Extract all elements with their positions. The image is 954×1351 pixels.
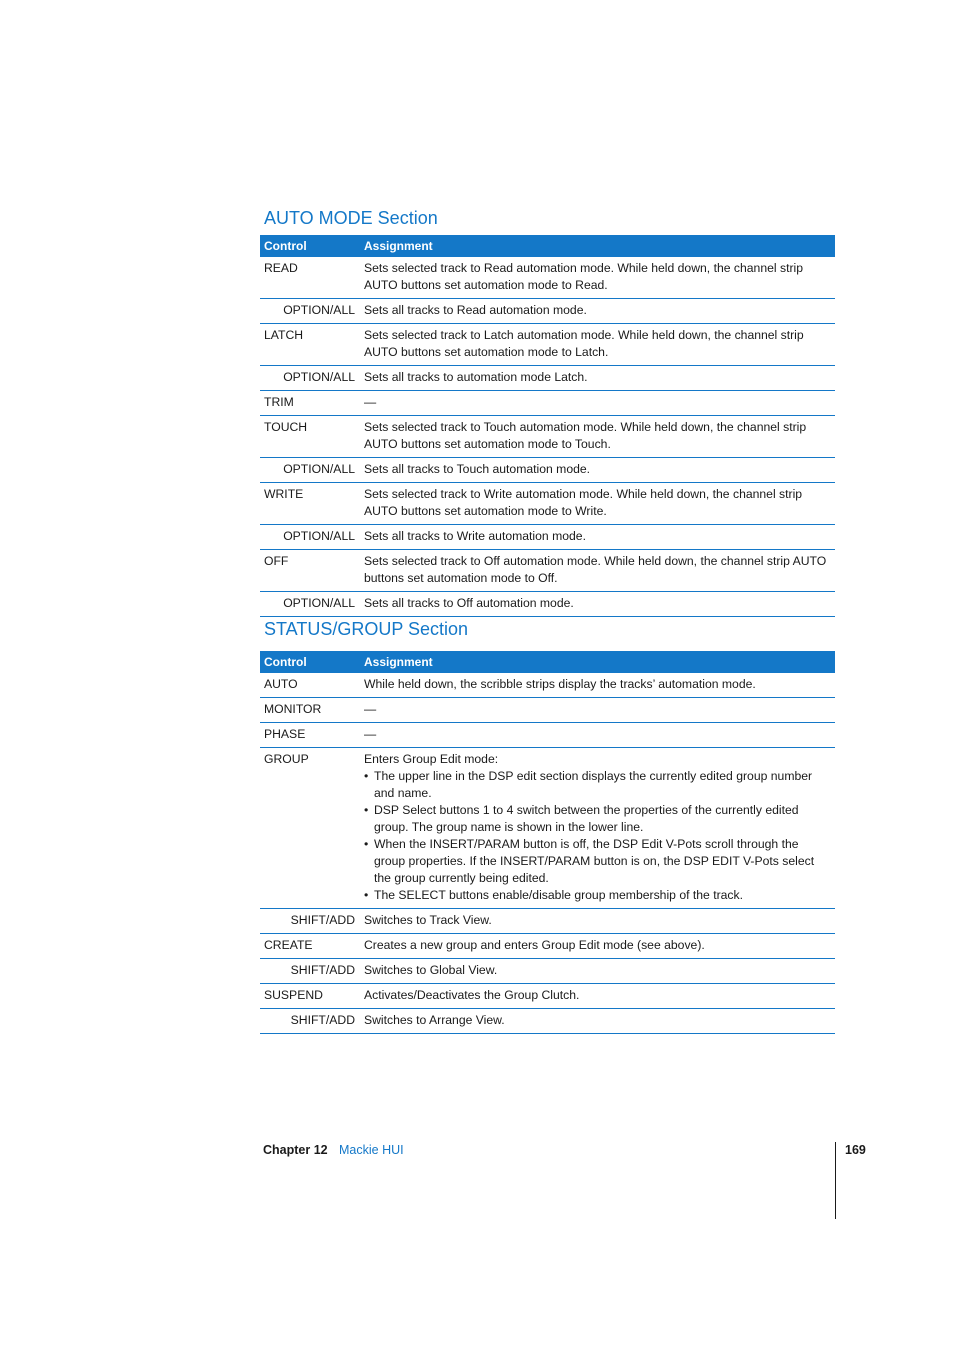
table-row	[260, 698, 835, 723]
assignment-cell	[360, 391, 835, 416]
table-row	[260, 959, 835, 984]
control-cell: READ	[260, 257, 360, 299]
control-cell: SHIFT/ADD	[260, 1009, 360, 1034]
control-cell: CREATE	[260, 934, 360, 959]
assignment-cell	[360, 934, 835, 959]
table-row	[260, 525, 835, 550]
table-row	[260, 299, 835, 324]
assignment-text: Sets selected track to Off automation mode. While held down, the channel strip AUTO buttons set automation mode to Off.	[364, 554, 827, 585]
assignment-cell	[360, 550, 835, 592]
assignment-text: Sets selected track to Write automation mode. While held down, the channel strip AUTO buttons set automation mode to Write.	[364, 487, 803, 518]
control-cell: OPTION/ALL	[260, 299, 360, 324]
assignment-cell	[360, 416, 835, 458]
assignment-text: Enters Group Edit mode:	[364, 752, 499, 766]
table-header-row	[260, 651, 835, 673]
assignment-cell	[360, 483, 835, 525]
control-cell: WRITE	[260, 483, 360, 525]
control-cell: OPTION/ALL	[260, 592, 360, 617]
control-cell: TOUCH	[260, 416, 360, 458]
assignment-text: Switches to Arrange View.	[364, 1013, 505, 1027]
control-cell: SHIFT/ADD	[260, 909, 360, 934]
bullet-item: • DSP Select buttons 1 to 4 switch between the properties of the currently edited group. The group name is shown in the lower line.	[364, 802, 831, 836]
control-cell: AUTO	[260, 673, 360, 698]
status-group-section-title: STATUS/GROUP Section	[264, 619, 469, 639]
assignment-cell	[360, 458, 835, 483]
assignment-text: Sets all tracks to Off automation mode.	[364, 596, 574, 610]
column-header-control: Control	[260, 651, 360, 673]
assignment-cell	[360, 525, 835, 550]
page-number: 169	[845, 1143, 866, 1157]
table-row	[260, 324, 835, 366]
assignment-cell	[360, 959, 835, 984]
bullet-item: • The upper line in the DSP edit section displays the currently edited group number and name.	[364, 768, 831, 802]
table-row	[260, 416, 835, 458]
table-header-row	[260, 235, 835, 257]
assignment-text: —	[364, 395, 377, 409]
assignment-text: Sets all tracks to Read automation mode.	[364, 303, 587, 317]
control-cell: OPTION/ALL	[260, 458, 360, 483]
status-group-table	[260, 651, 835, 1034]
control-cell: MONITOR	[260, 698, 360, 723]
table-row	[260, 984, 835, 1009]
table-row	[260, 391, 835, 416]
status-group-table-body	[260, 673, 835, 1034]
assignment-text: Switches to Global View.	[364, 963, 498, 977]
table-row	[260, 673, 835, 698]
assignment-text: Sets all tracks to Touch automation mode.	[364, 462, 591, 476]
table-row	[260, 550, 835, 592]
table-row	[260, 592, 835, 617]
assignment-text: While held down, the scribble strips display the tracks’ automation mode.	[364, 677, 756, 691]
assignment-cell	[360, 592, 835, 617]
assignment-text: Creates a new group and enters Group Edit mode (see above).	[364, 938, 705, 952]
assignment-text: Switches to Track View.	[364, 913, 492, 927]
column-header-assignment: Assignment	[360, 651, 835, 673]
footer-divider	[835, 1142, 836, 1219]
assignment-text: Activates/Deactivates the Group Clutch.	[364, 988, 580, 1002]
assignment-text: Sets all tracks to automation mode Latch.	[364, 370, 588, 384]
assignment-cell	[360, 723, 835, 748]
control-cell: LATCH	[260, 324, 360, 366]
table-row	[260, 483, 835, 525]
control-cell: OFF	[260, 550, 360, 592]
assignment-cell	[360, 257, 835, 299]
table-row	[260, 934, 835, 959]
auto-mode-table	[260, 235, 835, 617]
assignment-cell	[360, 366, 835, 391]
table-row	[260, 723, 835, 748]
assignment-cell	[360, 909, 835, 934]
auto-mode-table-body	[260, 257, 835, 617]
table-row	[260, 366, 835, 391]
bullet-item: • When the INSERT/PARAM button is off, the DSP Edit V-Pots scroll through the group properties. If the INSERT/PARAM button is on, the DSP EDIT V-Pots select the group currently being edited.	[364, 836, 831, 887]
assignment-cell	[360, 324, 835, 366]
table-row	[260, 458, 835, 483]
column-header-control: Control	[260, 235, 360, 257]
assignment-cell	[360, 748, 835, 909]
control-cell: SUSPEND	[260, 984, 360, 1009]
assignment-text: Sets selected track to Touch automation mode. While held down, the channel strip AUTO buttons set automation mode to Touch.	[364, 420, 807, 451]
assignment-text: —	[364, 702, 377, 716]
footer-chapter-label: Chapter 12	[263, 1143, 328, 1157]
bullet-list	[364, 768, 831, 904]
table-row	[260, 748, 835, 909]
column-header-assignment: Assignment	[360, 235, 835, 257]
table-row	[260, 909, 835, 934]
assignment-text: Sets selected track to Read automation mode. While held down, the channel strip AUTO buttons set automation mode to Read.	[364, 261, 803, 292]
assignment-text: —	[364, 727, 377, 741]
control-cell: OPTION/ALL	[260, 525, 360, 550]
assignment-cell	[360, 1009, 835, 1034]
assignment-cell	[360, 984, 835, 1009]
control-cell: PHASE	[260, 723, 360, 748]
control-cell: OPTION/ALL	[260, 366, 360, 391]
table-row	[260, 257, 835, 299]
assignment-text: Sets selected track to Latch automation mode. While held down, the channel strip AUTO buttons set automation mode to Latch.	[364, 328, 804, 359]
control-cell: SHIFT/ADD	[260, 959, 360, 984]
control-cell: TRIM	[260, 391, 360, 416]
table-row	[260, 1009, 835, 1034]
assignment-cell	[360, 299, 835, 324]
auto-mode-section-title: AUTO MODE Section	[264, 208, 438, 228]
control-cell: GROUP	[260, 748, 360, 909]
assignment-cell	[360, 673, 835, 698]
assignment-cell	[360, 698, 835, 723]
assignment-text: Sets all tracks to Write automation mode.	[364, 529, 586, 543]
bullet-item: • The SELECT buttons enable/disable group membership of the track.	[364, 887, 831, 904]
footer-chapter-title: Mackie HUI	[339, 1143, 404, 1157]
